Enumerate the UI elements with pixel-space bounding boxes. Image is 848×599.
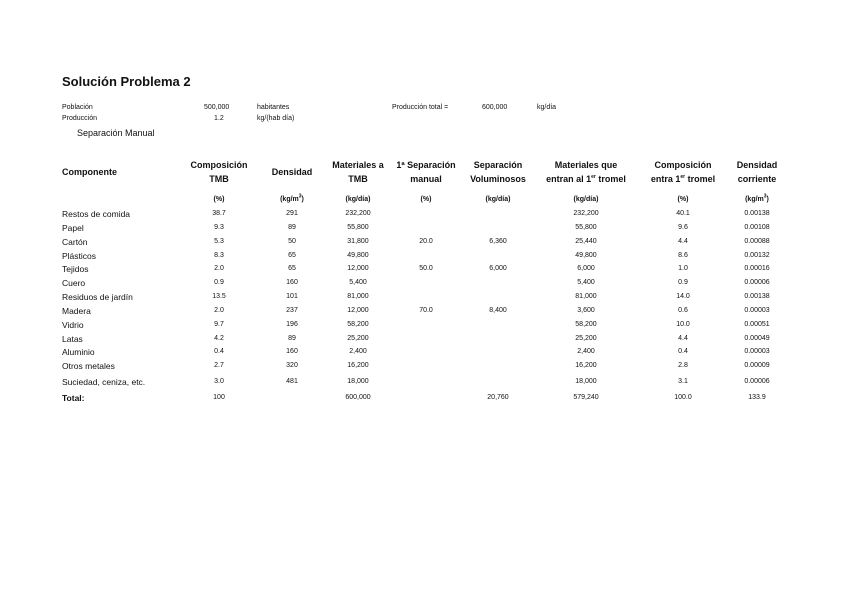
cell-dens: 196: [286, 321, 298, 328]
unit-materiales: (kg/día): [345, 196, 371, 203]
cell-comp: 13.5: [212, 293, 226, 300]
row-name: Tejidos: [62, 264, 89, 274]
unit-separacion-manual: (%): [420, 196, 432, 203]
produccion-total-label: Producción total =: [392, 104, 449, 111]
cell-comp2: 0.6: [678, 307, 688, 314]
cell-sep: 50.0: [419, 265, 433, 272]
row-name: Madera: [62, 306, 91, 316]
unit-densidad: $(kg/m^3)$: [280, 193, 304, 203]
cell-tromel: 6,000: [577, 265, 595, 272]
cell-comp2: 14.0: [676, 293, 690, 300]
produccion-value: 1.2: [214, 115, 224, 122]
cell-dcorr: 0.00003: [744, 348, 770, 355]
cell-mat: 600,000: [345, 394, 371, 401]
header-composicion-tromel: Composición entra 1er tromel: [650, 160, 716, 184]
cell-mat: 25,200: [347, 335, 369, 342]
poblacion-unit: habitantes: [257, 104, 290, 111]
cell-vol: 8,400: [489, 307, 507, 314]
cell-tromel: 55,800: [575, 224, 597, 231]
unit-separacion-voluminosos: (kg/día): [485, 196, 511, 203]
cell-mat: 16,200: [347, 362, 369, 369]
row-name: Vidrio: [62, 320, 84, 330]
cell-tromel: 58,200: [575, 321, 597, 328]
cell-mat: 18,000: [347, 378, 369, 385]
cell-mat: 49,800: [347, 252, 369, 259]
cell-dens: 160: [286, 279, 298, 286]
cell-dcorr: 0.00009: [744, 362, 770, 369]
cell-dcorr: 0.00003: [744, 307, 770, 314]
cell-tromel: 81,000: [575, 293, 597, 300]
header-densidad-corriente: Densidad corriente: [736, 160, 778, 184]
produccion-label: Producción: [62, 115, 98, 122]
row-name: Papel: [62, 223, 84, 233]
cell-sep: 20.0: [419, 238, 433, 245]
header-separacion-manual: 1ª Separación manual: [396, 160, 456, 184]
cell-dens: 89: [288, 335, 296, 342]
cell-tromel: 25,200: [575, 335, 597, 342]
cell-comp: 9.3: [214, 224, 224, 231]
cell-comp: 4.2: [214, 335, 224, 342]
cell-comp2: 10.0: [676, 321, 690, 328]
section-subtitle: Separación Manual: [77, 128, 155, 138]
row-name: Restos de comida: [62, 209, 131, 219]
cell-mat: 5,400: [349, 279, 367, 286]
cell-comp2: 0.4: [678, 348, 688, 355]
cell-comp: 8.3: [214, 252, 224, 259]
cell-comp2: 8.6: [678, 252, 688, 259]
cell-comp2: 4.4: [678, 238, 688, 245]
cell-tromel: 2,400: [577, 348, 595, 355]
cell-dcorr: 133.9: [748, 394, 766, 401]
unit-densidad-corriente: $(kg/m^3)$: [745, 193, 769, 203]
cell-comp: 9.7: [214, 321, 224, 328]
cell-dcorr: 0.00108: [744, 224, 770, 231]
cell-tromel: 3,600: [577, 307, 595, 314]
cell-comp: 5.3: [214, 238, 224, 245]
cell-dens: 481: [286, 378, 298, 385]
header-densidad: Densidad: [271, 167, 313, 177]
cell-mat: 58,200: [347, 321, 369, 328]
header-componente: Componente: [62, 167, 117, 177]
cell-dcorr: 0.00049: [744, 335, 770, 342]
cell-comp2: 4.4: [678, 335, 688, 342]
cell-comp2: 1.0: [678, 265, 688, 272]
cell-dens: 320: [286, 362, 298, 369]
unit-composicion-tromel: (%): [677, 196, 689, 203]
row-name: Plásticos: [62, 251, 97, 261]
produccion-total-unit: kg/día: [537, 104, 557, 111]
cell-dens: 237: [286, 307, 298, 314]
cell-tromel: 232,200: [573, 210, 599, 217]
cell-dens: 291: [286, 210, 298, 217]
row-name: Otros metales: [62, 361, 115, 371]
produccion-total-value: 600,000: [482, 104, 508, 111]
cell-dens: 101: [286, 293, 298, 300]
cell-dens: 65: [288, 252, 296, 259]
cell-comp2: 9.6: [678, 224, 688, 231]
cell-tromel: 49,800: [575, 252, 597, 259]
row-name: Cuero: [62, 278, 86, 288]
cell-comp: 0.4: [214, 348, 224, 355]
cell-dcorr: 0.00016: [744, 265, 770, 272]
unit-materiales-tromel: (kg/día): [573, 196, 599, 203]
cell-comp2: 2.8: [678, 362, 688, 369]
poblacion-label: Población: [62, 104, 93, 111]
cell-tromel: 5,400: [577, 279, 595, 286]
cell-mat: 81,000: [347, 293, 369, 300]
cell-tromel: 16,200: [575, 362, 597, 369]
cell-sep: 70.0: [419, 307, 433, 314]
cell-vol: 6,000: [489, 265, 507, 272]
row-name: Latas: [62, 334, 83, 344]
cell-dcorr: 0.00051: [744, 321, 770, 328]
cell-comp: 2.0: [214, 307, 224, 314]
cell-tromel: 25,440: [575, 238, 597, 245]
row-name: Aluminio: [62, 347, 95, 357]
cell-mat: 31,800: [347, 238, 369, 245]
cell-mat: 12,000: [347, 265, 369, 272]
cell-dcorr: 0.00132: [744, 252, 770, 259]
header-materiales-tromel: Materiales que entran al 1er tromel: [546, 160, 626, 184]
cell-comp: 0.9: [214, 279, 224, 286]
produccion-unit: kg/(hab día): [257, 115, 295, 122]
cell-vol: 6,360: [489, 238, 507, 245]
cell-dcorr: 0.00006: [744, 378, 770, 385]
row-name: Residuos de jardín: [62, 292, 133, 302]
row-name: Cartón: [62, 237, 88, 247]
cell-mat: 55,800: [347, 224, 369, 231]
cell-dens: 50: [288, 238, 296, 245]
page-title: Solución Problema 2: [62, 74, 191, 89]
cell-mat: 2,400: [349, 348, 367, 355]
cell-mat: 232,200: [345, 210, 371, 217]
cell-comp: 100: [213, 394, 225, 401]
header-composicion: Composición TMB: [190, 160, 248, 184]
cell-tromel: 579,240: [573, 394, 599, 401]
header-materiales: Materiales a TMB: [332, 160, 384, 184]
row-name: Total:: [62, 393, 85, 403]
cell-comp2: 0.9: [678, 279, 688, 286]
cell-dcorr: 0.00088: [744, 238, 770, 245]
cell-comp2: 40.1: [676, 210, 690, 217]
cell-comp: 3.0: [214, 378, 224, 385]
header-separacion-voluminosos: Separación Voluminosos: [470, 160, 526, 184]
cell-comp: 2.7: [214, 362, 224, 369]
cell-comp2: 3.1: [678, 378, 688, 385]
cell-dcorr: 0.00138: [744, 210, 770, 217]
cell-comp: 38.7: [212, 210, 226, 217]
poblacion-value: 500,000: [204, 104, 230, 111]
cell-comp: 2.0: [214, 265, 224, 272]
unit-composicion: (%): [213, 196, 225, 203]
row-name: Suciedad, ceniza, etc.: [62, 377, 146, 387]
cell-dcorr: 0.00138: [744, 293, 770, 300]
cell-tromel: 18,000: [575, 378, 597, 385]
cell-vol: 20,760: [487, 394, 509, 401]
cell-mat: 12,000: [347, 307, 369, 314]
cell-dens: 65: [288, 265, 296, 272]
cell-dcorr: 0.00006: [744, 279, 770, 286]
cell-dens: 89: [288, 224, 296, 231]
cell-comp2: 100.0: [674, 394, 692, 401]
cell-dens: 160: [286, 348, 298, 355]
